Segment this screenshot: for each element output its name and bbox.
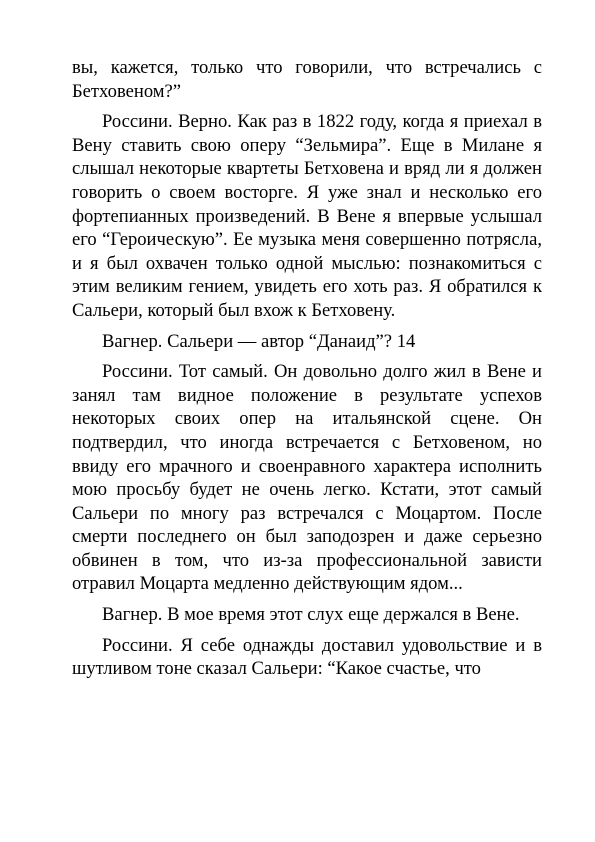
paragraph-continuation: вы, кажется, только что говорили, что встречались с Бетховеном?” [72, 57, 542, 102]
paragraph-wagner-2: Вагнер. В мое время этот слух еще держался в Вене. [102, 604, 520, 626]
paragraph-wagner-1: Вагнер. Сальери — автор “Данаид”? 14 [102, 330, 416, 352]
document-page [72, 56, 542, 688]
paragraph-rossini-2: Россини. Тот самый. Он довольно долго жил в Вене и занял там видное положение в результате успехов некоторых своих опер на итальянской сцене. Он подтвердил, что иногда встречается с Бетховеном, но ввиду его мрачного и своенравного характера исполнить мою просьбу будет не очень легко. Кстати, этот самый Сальери по многу раз встречался с Моцартом. После смерти последнего он был заподозрен и даже серьезно обвинен в том, что из-за профессиональной зависти отравил Моцарта медленно действующим ядом... [72, 361, 542, 595]
paragraph-rossini-1: Россини. Верно. Как раз в 1822 году, когда я приехал в Вену ставить свою оперу “Зельмира”. Еще в Милане я слышал некоторые квартеты Бетховена и вряд ли я должен говорить о своем восторге. Я уже знал и несколько его фортепианных произведений. В Вене я впервые услышал его “Героическую”. Ее музыка меня совершенно потрясла, и я был охвачен только одной мыслью: познакомиться с этим великим гением, увидеть его хоть раз. Я обратился к Сальери, который был вхож к Бетховену. [72, 111, 542, 321]
paragraph-rossini-3: Россини. Я себе однажды доставил удовольствие и в шутливом тоне сказал Сальери: “Какое счастье, что [72, 634, 542, 680]
